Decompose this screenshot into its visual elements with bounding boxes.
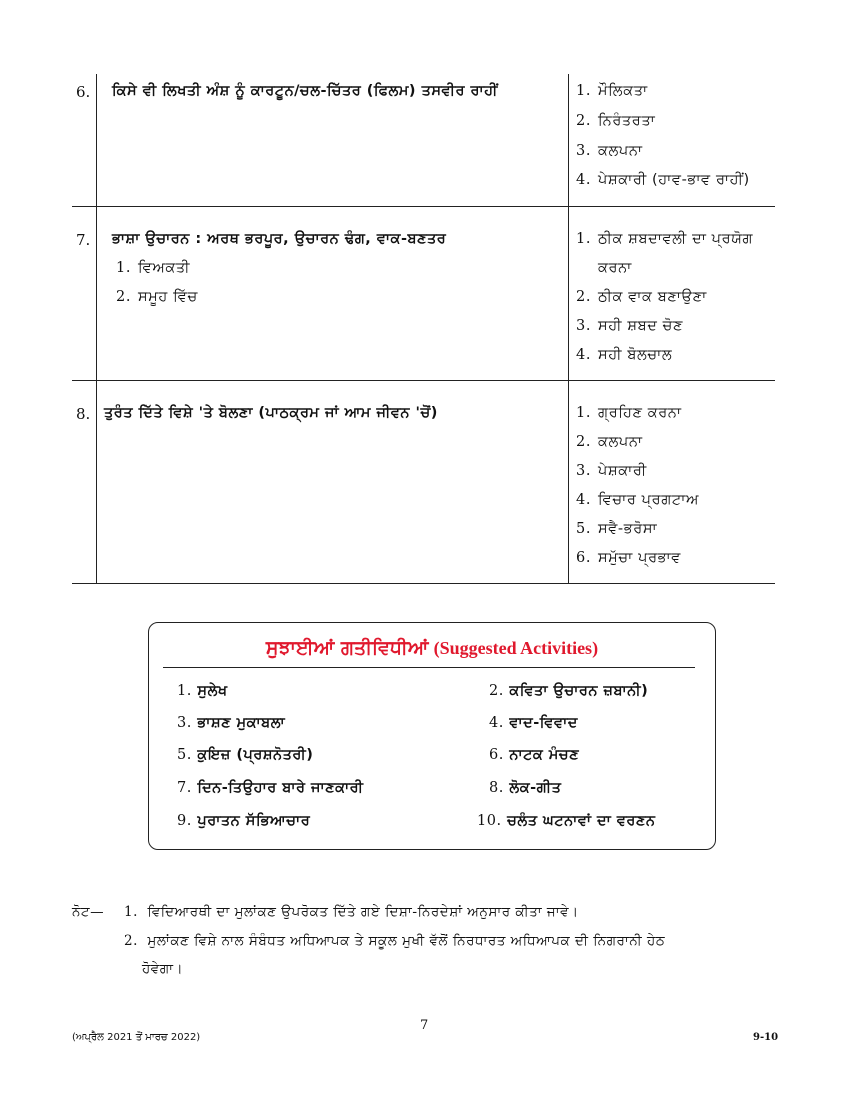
activity-item: 6. ਨਾਟਕ ਮੰਚਣ bbox=[489, 747, 580, 763]
criterion-item: 3. ਕਲਪਨਾ bbox=[576, 143, 643, 159]
row-heading: ਕਿਸੇ ਵੀ ਲਿਖਤੀ ਅੰਸ਼ ਨੂੰ ਕਾਰਟੂਨ/ਚਲ-ਚਿੱਤਰ (ਫਿਲਮ) ਤਸਵੀਰ ਰਾਹੀਂ bbox=[112, 83, 498, 99]
activity-item: 2. ਕਵਿਤਾ ਉਚਾਰਨ ਜ਼ਬਾਨੀ) bbox=[489, 683, 649, 699]
activity-item: 5. ਕੁਇਜ਼ (ਪ੍ਰਸ਼ਨੋਤਰੀ) bbox=[177, 747, 314, 763]
sub-item: 1. ਵਿਅਕਤੀ bbox=[116, 260, 191, 276]
row-heading: ਤੁਰੰਤ ਦਿੱਤੇ ਵਿਸ਼ੇ 'ਤੇ ਬੋਲਣਾ (ਪਾਠਕ੍ਰਮ ਜਾਂ ਆਮ ਜੀਵਨ 'ਚੋਂ) bbox=[104, 405, 438, 421]
criterion-item: 1. ਗ੍ਰਹਿਣ ਕਰਨਾ bbox=[576, 405, 682, 421]
criterion-item: 2. ਨਿਰੰਤਰਤਾ bbox=[576, 113, 656, 129]
activity-item: 1. ਸੁਲੇਖ bbox=[177, 683, 228, 699]
criterion-item: 3. ਸਹੀ ਸ਼ਬਦ ਚੋਣ bbox=[576, 318, 684, 334]
row-divider bbox=[72, 206, 775, 207]
criterion-item: 4. ਪੇਸ਼ਕਾਰੀ (ਹਾਵ-ਭਾਵ ਰਾਹੀਂ) bbox=[576, 172, 750, 188]
notes-label: ਨੋਟ— bbox=[72, 904, 105, 920]
activities-title-rule bbox=[163, 667, 695, 668]
footer-date-range: (ਅਪ੍ਰੈਲ 2021 ਤੋਂ ਮਾਰਚ 2022) bbox=[72, 1032, 201, 1043]
criterion-item: 1. ਮੌਲਿਕਤਾ bbox=[576, 83, 648, 99]
table-left-divider bbox=[96, 74, 97, 584]
activities-title-english: (Suggested Activities) bbox=[433, 638, 599, 658]
activity-item: 4. ਵਾਦ-ਵਿਵਾਦ bbox=[489, 715, 578, 731]
activity-item: 9. ਪੁਰਾਤਨ ਸੱਭਿਆਚਾਰ bbox=[177, 813, 311, 829]
table-bottom-rule bbox=[72, 583, 775, 584]
row-number: 7. bbox=[76, 231, 91, 249]
row-heading: ਭਾਸ਼ਾ ਉਚਾਰਨ : ਅਰਥ ਭਰਪੂਰ, ਉਚਾਰਨ ਢੰਗ, ਵਾਕ-ਬਣਤਰ bbox=[112, 231, 447, 247]
activity-item: 8. ਲੋਕ-ਗੀਤ bbox=[489, 780, 562, 796]
row-number: 8. bbox=[76, 405, 91, 423]
note-item: 2. ਮੁਲਾਂਕਣ ਵਿਸ਼ੇ ਨਾਲ ਸੰਬੰਧਤ ਅਧਿਆਪਕ ਤੇ ਸਕੂਲ ਮੁਖੀ ਵੱਲੋਂ ਨਿਰਧਾਰਤ ਅਧਿਆਪਕ ਦੀ ਨਿਗਰਾਨੀ ਹੇਠ bbox=[124, 933, 666, 949]
criterion-item: 1. ਠੀਕ ਸ਼ਬਦਾਵਲੀ ਦਾ ਪ੍ਰਯੋਗ bbox=[576, 231, 754, 247]
note-item-continuation: ਹੋਵੇਗਾ। bbox=[142, 961, 184, 977]
sub-item: 2. ਸਮੂਹ ਵਿੱਚ bbox=[116, 289, 198, 305]
row-number: 6. bbox=[76, 83, 91, 101]
page-number: 7 bbox=[420, 1018, 429, 1033]
suggested-activities-box bbox=[148, 622, 716, 850]
activity-item: 10. ਚਲੰਤ ਘਟਨਾਵਾਂ ਦਾ ਵਰਣਨ bbox=[477, 813, 656, 829]
criterion-item: 2. ਕਲਪਨਾ bbox=[576, 434, 643, 450]
criterion-item: 3. ਪੇਸ਼ਕਾਰੀ bbox=[576, 463, 647, 479]
footer-class-range: 9-10 bbox=[753, 1032, 779, 1043]
criterion-item: ਕਰਨਾ bbox=[598, 260, 632, 276]
activities-title-punjabi: ਸੁਝਾਈਆਂ ਗਤੀਵਿਧੀਆਂ bbox=[265, 637, 429, 659]
criterion-item: 6. ਸਮੁੱਚਾ ਪ੍ਰਭਾਵ bbox=[576, 550, 681, 566]
criterion-item: 4. ਵਿਚਾਰ ਪ੍ਰਗਟਾਅ bbox=[576, 492, 700, 508]
table-right-divider bbox=[568, 74, 569, 584]
note-item: 1. ਵਿਦਿਆਰਥੀ ਦਾ ਮੁਲਾਂਕਣ ਉਪਰੋਕਤ ਦਿੱਤੇ ਗਏ ਦਿਸ਼ਾ-ਨਿਰਦੇਸ਼ਾਂ ਅਨੁਸਾਰ ਕੀਤਾ ਜਾਵੇ। bbox=[124, 904, 579, 920]
activity-item: 3. ਭਾਸ਼ਣ ਮੁਕਾਬਲਾ bbox=[177, 715, 286, 731]
criterion-item: 4. ਸਹੀ ਬੋਲਚਾਲ bbox=[576, 347, 673, 363]
criterion-item: 2. ਠੀਕ ਵਾਕ ਬਣਾਉਣਾ bbox=[576, 289, 707, 305]
activities-title bbox=[149, 637, 715, 659]
row-divider bbox=[72, 380, 775, 381]
criterion-item: 5. ਸਵੈ-ਭਰੋਸਾ bbox=[576, 521, 658, 537]
activity-item: 7. ਦਿਨ-ਤਿਉਹਾਰ ਬਾਰੇ ਜਾਣਕਾਰੀ bbox=[177, 780, 364, 796]
